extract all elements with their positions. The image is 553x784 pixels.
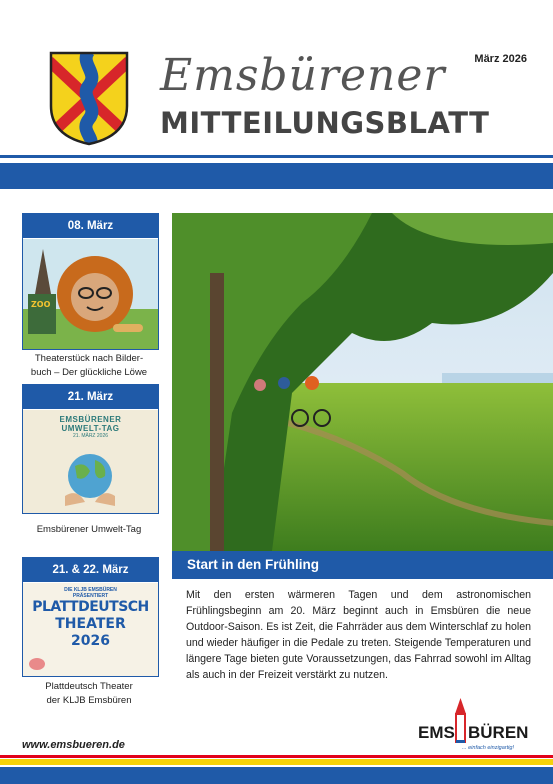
lion-illustration	[23, 239, 158, 349]
globe-icon	[55, 446, 125, 510]
logo-ems: EMS	[418, 723, 455, 742]
poster-line: 21. MÄRZ 2026	[72, 433, 109, 439]
umwelttag-poster	[23, 410, 158, 513]
logo-tagline: ... einfach einzigartig!	[462, 745, 514, 750]
poster-line: UMWELT-TAG	[61, 424, 120, 433]
article-body: Mit den ersten wärmeren Tagen und dem astronomischen Frühlingsbeginn am 20. März beginnt auch in Emsbüren die neue Outdoor-Saison. Es ist Zeit, die Fahrräder aus dem Winterschlaf zu holen und wieder häufiger in die Pedale zu treten. Steigende Temperaturen und längere Tage bieten gute Voraussetzungen, das Fahrrad sowohl im Alltag als auch in der Freizeit verstärkt zu nutzen.	[186, 589, 531, 681]
caption-line: Theaterstück nach Bilder-	[34, 353, 144, 364]
cyclists-photo	[172, 213, 553, 551]
logo-bueren: BÜREN	[468, 723, 529, 742]
card-caption	[14, 352, 164, 380]
issue-date: März 2026	[474, 53, 527, 65]
caption-line: buch – Der glückliche Löwe	[30, 367, 148, 378]
card-date: 21. März	[23, 385, 158, 409]
title-main: MITTEILUNGSBLATT	[160, 106, 490, 140]
poster-line: EMSBÜRENER	[59, 415, 122, 424]
poster-line: THEATER	[55, 616, 126, 632]
poster-line: DIE KLJB EMSBÜREN	[64, 587, 117, 593]
emsbueren-logo	[418, 694, 536, 750]
caption-line: Emsbürener Umwelt-Tag	[36, 524, 142, 535]
decor-blob	[29, 658, 45, 670]
event-card-plattdeutsch[interactable]	[22, 557, 159, 677]
website-link[interactable]: www.emsbueren.de	[22, 739, 125, 751]
theater-poster	[23, 583, 158, 676]
footer-bar-red	[0, 755, 553, 758]
card-date: 21. & 22. März	[23, 558, 158, 582]
footer-bar-yellow	[0, 759, 553, 765]
card-caption	[14, 523, 164, 537]
footer-bar-blue	[0, 767, 553, 784]
caption-line: der KLJB Emsbüren	[46, 695, 132, 706]
title-script: Emsbürener	[160, 50, 446, 101]
card-caption	[14, 680, 164, 708]
header-stripe-thin	[0, 155, 553, 158]
coat-of-arms-logo	[49, 51, 129, 146]
poster-line: 2026	[71, 633, 110, 649]
caption-line: Plattdeutsch Theater	[45, 681, 133, 692]
event-card-theater[interactable]	[22, 213, 159, 350]
article-heading: Start in den Frühling	[172, 551, 553, 579]
header-stripe-thick	[0, 163, 553, 189]
zoo-sign: ZOO	[31, 300, 51, 309]
card-date: 08. März	[23, 214, 158, 238]
poster-line: PLATTDEUTSCH	[32, 599, 149, 615]
event-card-umwelttag[interactable]	[22, 384, 159, 514]
poster-line: PRÄSENTIERT	[72, 593, 109, 599]
